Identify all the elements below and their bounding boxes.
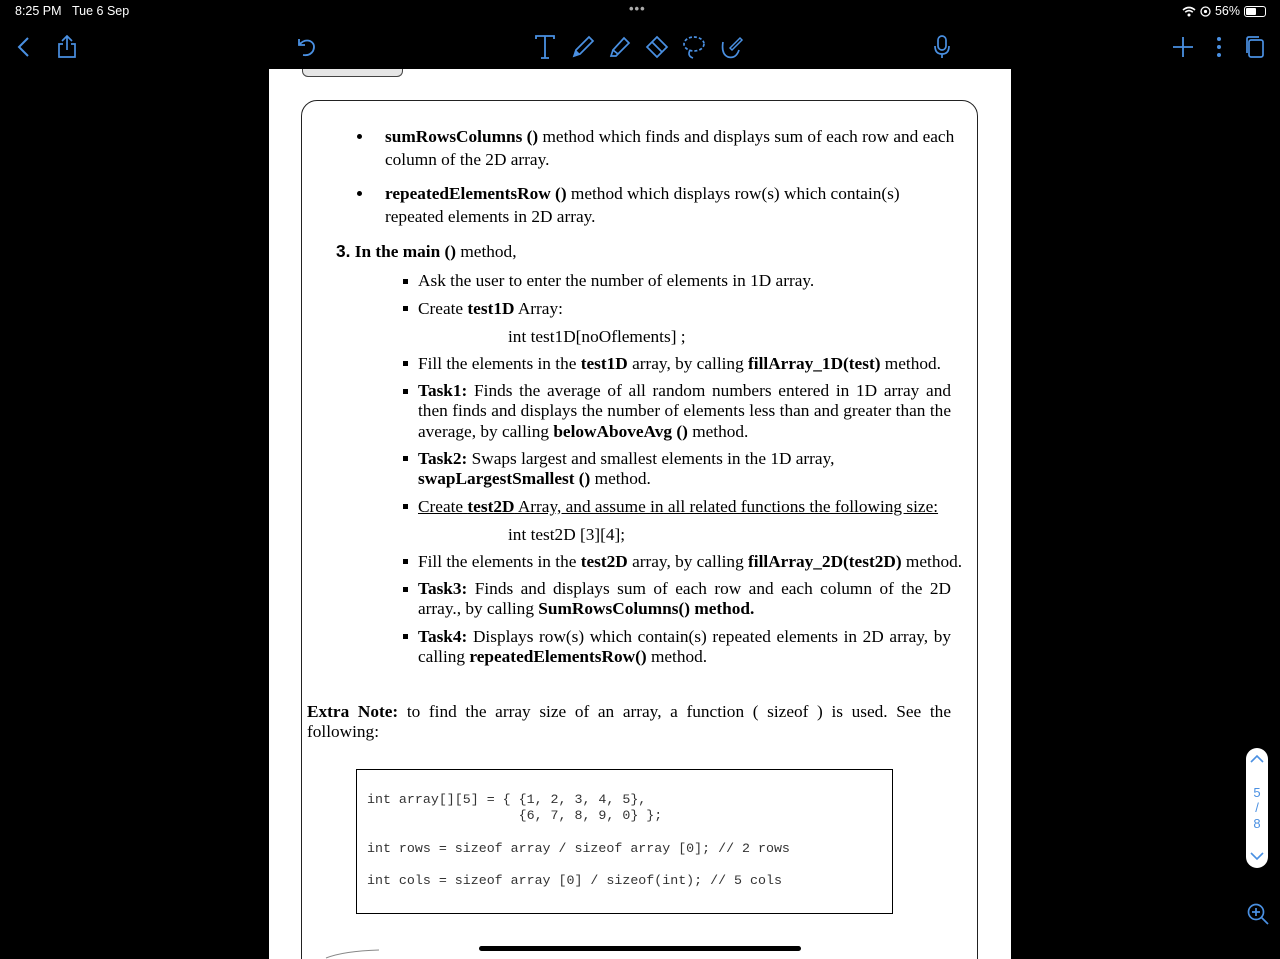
bullet (357, 191, 362, 196)
page-separator: / (1255, 800, 1259, 815)
task2-line2: swapLargestSmallest () method. (418, 469, 651, 488)
square-bullet (403, 456, 408, 461)
battery-icon (1244, 6, 1266, 17)
code-line: int array[][5] = { {1, 2, 3, 4, 5}, (367, 792, 647, 807)
shapes-icon[interactable] (718, 34, 744, 60)
back-icon[interactable] (11, 34, 37, 60)
task3-line2: array., by calling SumRowsColumns() method. (418, 599, 755, 618)
eraser-icon[interactable] (644, 34, 670, 60)
code-test2d: int test2D [3][4]; (508, 525, 626, 544)
task4-line1: Task4: Displays row(s) which contain(s) repeated elements in 2D array, by (418, 627, 951, 646)
current-page: 5 (1253, 785, 1261, 800)
square-bullet (403, 306, 408, 311)
status-bar (0, 0, 1280, 24)
toolbar (0, 24, 1280, 69)
extra-note-line2: following: (307, 722, 380, 741)
square-bullet (403, 389, 408, 394)
status-right (1182, 4, 1266, 18)
code-example-box (356, 769, 893, 914)
zoom-in-icon[interactable] (1247, 903, 1269, 925)
square-bullet (403, 634, 408, 639)
wifi-icon (1182, 6, 1196, 17)
document-page[interactable] (269, 69, 1011, 959)
bullet-sumrowscolumns: sumRowsColumns () method which finds and displays sum of each row and each (385, 127, 955, 146)
bullet (357, 134, 362, 139)
total-pages: 8 (1253, 816, 1261, 831)
task1-line2: then finds and displays the number of elements less than and greater than the (418, 401, 951, 420)
code-line: int cols = sizeof array [0] / sizeof(int); // 5 cols (367, 873, 782, 888)
previous-box-edge (302, 69, 403, 77)
battery-percent: 56% (1214, 4, 1240, 18)
location-lock-icon (1200, 6, 1211, 17)
bullet-repeatedelementsrow-line2: repeated elements in 2D array. (385, 207, 596, 226)
home-indicator[interactable] (479, 946, 801, 951)
extra-note-line1: Extra Note: to find the array size of an array, a function ( sizeof ) is used. See the (307, 702, 951, 721)
code-test1d: int test1D[noOflements] ; (508, 327, 686, 346)
multitasking-dots[interactable]: ••• (629, 1, 646, 16)
undo-icon[interactable] (293, 34, 319, 60)
code-line: {6, 7, 8, 9, 0} }; (367, 808, 663, 823)
task2-line1: Task2: Swaps largest and smallest elements in the 1D array, (418, 449, 835, 468)
square-bullet (403, 279, 408, 284)
share-icon[interactable] (54, 34, 80, 60)
lasso-icon[interactable] (681, 34, 707, 60)
section-3-heading: 3. In the main () method, (336, 241, 517, 261)
pen-icon[interactable] (570, 34, 596, 60)
pages-icon[interactable] (1242, 34, 1268, 60)
add-icon[interactable] (1170, 34, 1196, 60)
text-tool-icon[interactable] (532, 34, 558, 60)
item-create-test1d: Create test1D Array: (418, 299, 563, 318)
square-bullet (403, 504, 408, 509)
highlighter-icon[interactable] (607, 34, 633, 60)
item-ask-user: Ask the user to enter the number of elements in 1D array. (418, 271, 815, 290)
square-bullet (403, 559, 408, 564)
page-scroller[interactable] (1246, 748, 1268, 868)
item-fill-test1d: Fill the elements in the test1D array, by calling fillArray_1D(test) method. (418, 354, 941, 373)
chevron-down-icon[interactable] (1250, 852, 1264, 861)
task1-line3: average, by calling belowAboveAvg () method. (418, 422, 749, 441)
microphone-icon[interactable] (929, 34, 955, 60)
task4-line2: calling repeatedElementsRow() method. (418, 647, 708, 666)
task3-line1: Task3: Finds and displays sum of each row and each column of the 2D (418, 579, 951, 598)
task1-line1: Task1: Finds the average of all random numbers entered in 1D array and (418, 381, 951, 400)
status-time: 8:25 PM Tue 6 Sep (15, 4, 130, 18)
item-fill-test2d: Fill the elements in the test2D array, by calling fillArray_2D(test2D) method. (418, 552, 963, 571)
chevron-up-icon[interactable] (1250, 754, 1264, 763)
square-bullet (403, 587, 408, 592)
bullet-repeatedelementsrow: repeatedElementsRow () method which displays row(s) which contain(s) (385, 184, 900, 203)
square-bullet (403, 361, 408, 366)
code-line: int rows = sizeof array / sizeof array [0]; // 2 rows (367, 841, 790, 856)
bullet-sumrowscolumns-line2: column of the 2D array. (385, 150, 550, 169)
item-create-test2d: Create test2D Array, and assume in all related functions the following size: (418, 497, 939, 516)
more-icon[interactable] (1206, 34, 1232, 60)
ink-stroke (324, 947, 384, 959)
